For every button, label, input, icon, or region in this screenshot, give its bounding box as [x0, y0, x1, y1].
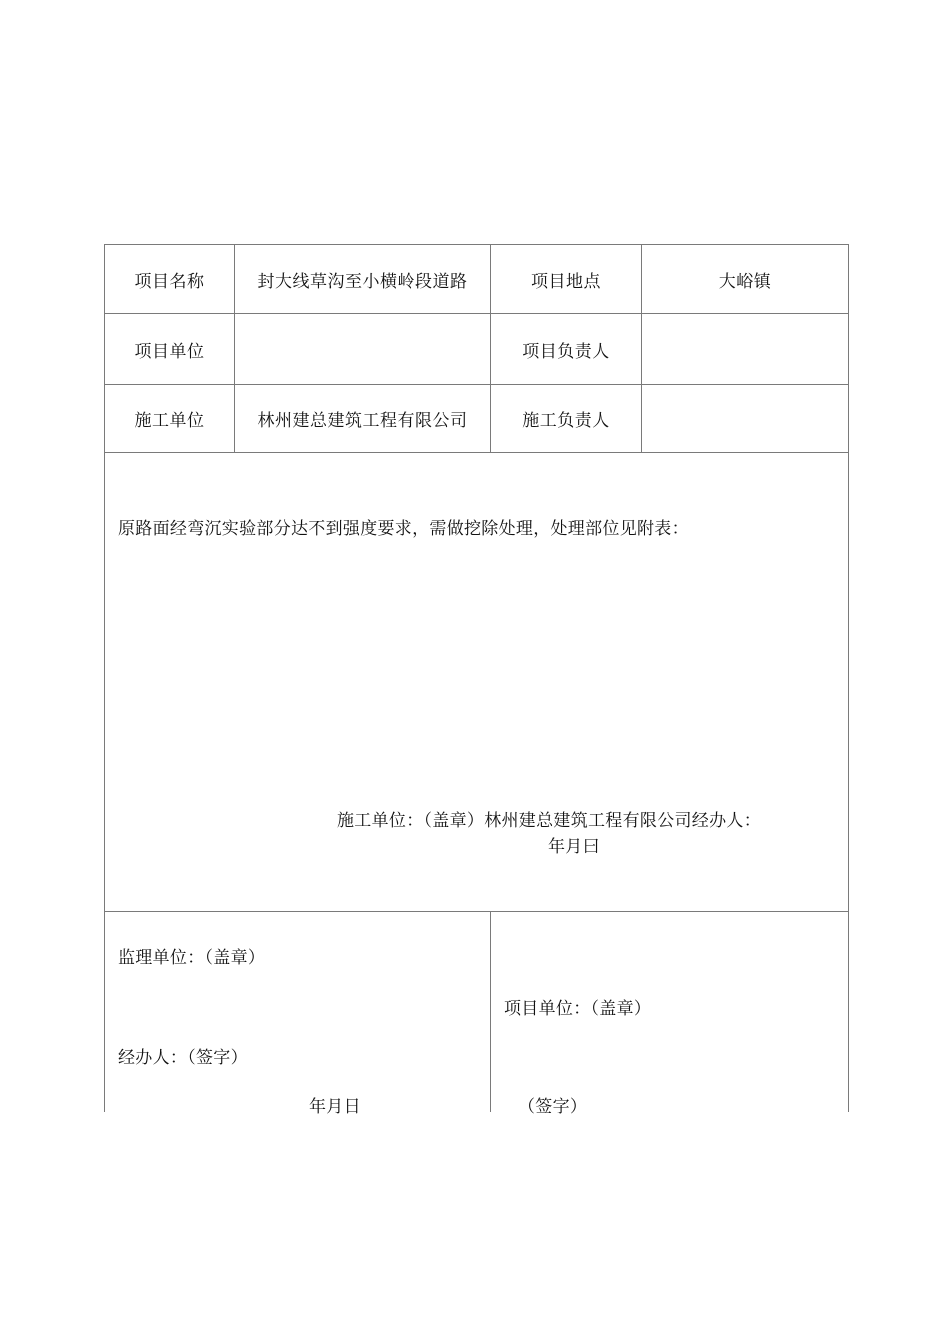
row-divider-4 [104, 911, 849, 912]
project-unit-value [235, 314, 490, 384]
project-owner-unit: 项目单位：（盖章） [504, 999, 652, 1019]
project-name-value: 封大线草沟至小横岭段道路 [257, 271, 468, 292]
project-name-label: 项目名称 [134, 271, 205, 292]
supervision-handler: 经办人：（签字） [118, 1048, 248, 1068]
supervision-date: 年月日 [309, 1097, 361, 1117]
construction-form [104, 244, 849, 1117]
project-location-label: 项目地点 [531, 271, 601, 292]
construction-manager-label: 施工负责人 [522, 411, 610, 431]
construction-date: 年月曰 [548, 837, 600, 857]
construction-unit-value: 林州建总建筑工程有限公司 [257, 411, 468, 431]
construction-sign-line: 施工单位：（盖章）林州建总建筑工程有限公司经办人： [337, 811, 761, 831]
project-owner-signature: （签字） [518, 1097, 588, 1117]
table-border-right [848, 244, 849, 1112]
construction-unit-label: 施工单位 [134, 411, 205, 431]
description-text: 原路面经弯沉实验部分达不到强度要求，需做挖除处理，处理部位见附表： [118, 519, 689, 539]
supervision-unit: 监理单位：（盖章） [118, 948, 266, 968]
project-location-value: 大峪镇 [718, 271, 772, 292]
project-manager-value [642, 314, 848, 384]
bottom-col-divider [490, 911, 491, 1112]
project-unit-label: 项目单位 [134, 341, 205, 362]
row-divider-3 [104, 452, 849, 453]
construction-manager-value [642, 385, 848, 452]
project-manager-label: 项目负责人 [522, 341, 610, 362]
